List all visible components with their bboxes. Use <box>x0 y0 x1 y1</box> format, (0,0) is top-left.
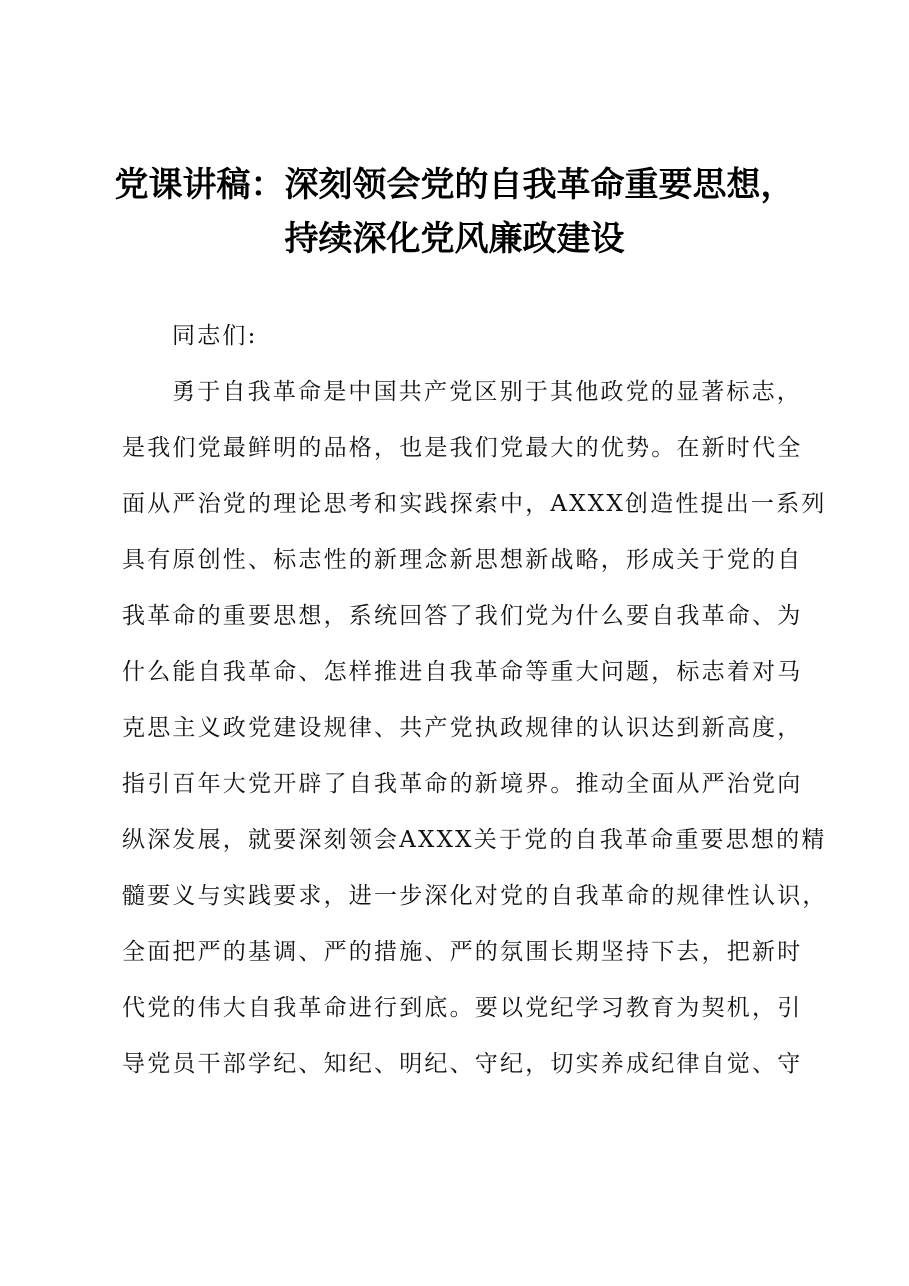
paragraph-line: 纵深发展，就要深刻领会AXXX关于党的自我革命重要思想的精 <box>122 827 827 853</box>
paragraph-line: 我革命的重要思想，系统回答了我们党为什么要自我革命、为 <box>122 603 803 629</box>
paragraph-line: 具有原创性、标志性的新理念新思想新战略，形成关于党的自 <box>122 547 803 573</box>
paragraph-line: 勇于自我革命是中国共产党区别于其他政党的显著标志， <box>172 379 802 405</box>
greeting: 同志们: <box>172 323 258 349</box>
paragraph-line: 什么能自我革命、怎样推进自我革命等重大问题，标志着对马 <box>122 659 803 685</box>
paragraph-line: 导党员干部学纪、知纪、明纪、守纪，切实养成纪律自觉、守 <box>122 1051 803 1077</box>
paragraph-line: 髓要义与实践要求，进一步深化对党的自我革命的规律性认识， <box>122 883 828 909</box>
paragraph-line: 代党的伟大自我革命进行到底。要以党纪学习教育为契机，引 <box>122 995 803 1021</box>
paragraph-line: 指引百年大党开辟了自我革命的新境界。推动全面从严治党向 <box>122 771 803 797</box>
paragraph-line: 是我们党最鲜明的品格，也是我们党最大的优势。在新时代全 <box>122 435 803 461</box>
document-title <box>100 158 809 266</box>
paragraph-line: 面从严治党的理论思考和实践探索中，AXXX创造性提出一系列 <box>122 491 827 517</box>
title-line: 党课讲稿：深刻领会党的自我革命重要思想， <box>114 165 795 205</box>
paragraph-line: 克思主义政党建设规律、共产党执政规律的认识达到新高度， <box>122 715 803 741</box>
title-line: 持续深化党风廉政建设 <box>284 219 625 259</box>
paragraph-line: 全面把严的基调、严的措施、严的氛围长期坚持下去，把新时 <box>122 939 803 965</box>
document-body <box>122 308 828 1092</box>
